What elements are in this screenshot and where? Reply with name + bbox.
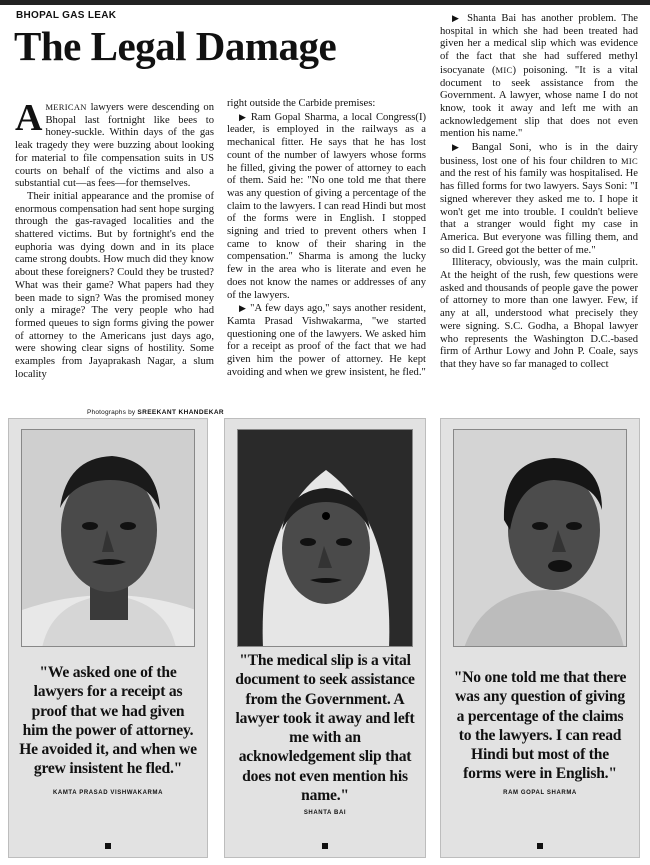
paragraph — [440, 141, 638, 257]
top-rule — [0, 0, 650, 5]
paragraph-text: "A few days ago," says another resident, Kamta Prasad Vishwakarma, "we started questioning one of the lawyers. We asked him for a receipt as proof of the fact that we had given him the power of attorney. He kept avoiding and when we grew insistent, he fled." — [227, 303, 426, 378]
paragraph — [440, 12, 638, 141]
paragraph — [15, 101, 214, 191]
portrait-woman-image — [238, 430, 413, 647]
triangle-bullet-icon: ▶ — [452, 142, 464, 153]
triangle-bullet-icon: ▶ — [452, 13, 462, 23]
small-caps-text: MIC — [621, 155, 638, 166]
drop-cap: A — [15, 101, 43, 139]
headline: The Legal Damage — [14, 23, 337, 69]
quote-attribution: RAM GOPAL SHARMA — [503, 790, 577, 796]
article-column-2 — [227, 98, 426, 409]
portrait-photo — [453, 429, 627, 647]
section-label: BHOPAL GAS LEAK — [16, 10, 117, 21]
paragraph-text: Bangal Soni, who is in the dairy business, lost one of his four children to — [440, 142, 638, 167]
paragraph — [227, 111, 426, 303]
pull-quote: "No one told me that there was any question of giving a percentage of the claims to the lawyers. I can read Hindi but most of the forms were in English." — [453, 669, 627, 783]
article-column-1 — [15, 101, 214, 409]
quote-attribution: KAMTA PRASAD VISHWAKARMA — [52, 790, 164, 796]
portrait-photo — [237, 429, 413, 647]
paragraph-text: ) poisoning. "It is a vital document to seek assistance from the Government. A lawyer, whose name I do not know, took it away and left me with an acknowledgement slip that does not even mention his name." — [440, 64, 638, 140]
photo-credit — [87, 409, 224, 416]
small-caps-text: MERICAN — [45, 102, 87, 112]
photo-credit-prefix: Photographs by — [87, 409, 136, 416]
triangle-bullet-icon: ▶ — [239, 303, 247, 314]
portrait-photo — [21, 429, 195, 647]
pull-quote: "We asked one of the lawyers for a receipt as proof that we had given him the power of attorney. He avoided it, and when we grew insistent he fled." — [19, 664, 197, 778]
end-bullet — [322, 843, 328, 849]
paragraph-text: Ram Gopal Sharma, a local Congress(I) leader, is employed in the railways as a mechanical fitter. He says that he has lost count of the number of lawyers whose forms he filled, giving the power of attorney to each of them. Said he: "No one told me that there was any question of giving a percentage of the claim to the lawyers. I can read Hindi but most of the forms were in English. I stopped signing and tried to prevent others when I came to know of their sharing in the compensation." Sharma is among the lucky few in the area who is literate and even he does not know the names or addresses of any of the lawyers. — [227, 111, 426, 301]
portrait-man-2-image — [454, 430, 627, 647]
portrait-man-1-image — [22, 430, 195, 647]
paragraph — [227, 302, 426, 379]
quote-panel — [8, 418, 208, 858]
end-bullet — [105, 843, 111, 849]
paragraph: right outside the Carbide premises: — [227, 98, 376, 109]
triangle-bullet-icon: ▶ — [239, 111, 248, 122]
photo-credit-name: SREEKANT KHANDEKAR — [137, 409, 225, 416]
pull-quote: "The medical slip is a vital document to seek assistance from the Government. A lawyer took it away and left me with an acknowledgement slip that does not even mention his name." — [235, 652, 415, 805]
quote-panel — [224, 418, 426, 858]
paragraph-text: lawyers were descending on Bhopal last fortnight like bees to honey-suckle. Within days of the gas leak tragedy they were buzzing about looking for material to file compensation suits in US courts on behalf of the victims and also a substantial cut—as fees—for themselves. — [15, 102, 214, 190]
quote-attribution: SHANTA BAI — [303, 810, 347, 816]
paragraph: Their initial appearance and the promise of enormous compensation had sent hope surging through the gas-ravaged localities and the shattered victims. But by fortnight's end the euphoria was dying down and in its place came strong doubts. How much did they know about these foreigners? Could they be trusted? What was their game? What papers had they been made to sign? Was the promised money only a mirage? The very people who had formed queues to sign forms giving the power of attorney to the Americans just days ago, were showing clear signs of hostility. Some examples from Jayaprakash Nagar, a slum locality — [15, 190, 214, 380]
quote-panel — [440, 418, 640, 858]
small-caps-text: MIC — [495, 64, 513, 75]
article-column-3 — [440, 12, 638, 409]
paragraph-text: Shanta Bai has another problem. The hospital in which she had been treated had given her a medical slip which was evidence of the fact that she had suffered methyl isocyanate ( — [440, 13, 638, 76]
paragraph: Illiteracy, obviously, was the main culprit. At the height of the rush, few questions were asked and thousands of people gave the power of attorney to more than one lawyer. Few, if any at all, understood what precisely they were signing. S.C. Godha, a Bhopal lawyer who represents the Washington D.C.-based firm of Arthur Lowy and John P. Coale, says that they have so far managed to collect — [440, 257, 638, 370]
end-bullet — [537, 843, 543, 849]
paragraph-text: and the rest of his family was hospitalised. He has filled forms for two lawyers. Says Soni: "I signed wherever they asked me to. I hope it won't get me into trouble. I couldn't believe that a stranger would fight my case in America. But everyone was filling them, and so did I. Greed got the better of me." — [440, 168, 638, 256]
